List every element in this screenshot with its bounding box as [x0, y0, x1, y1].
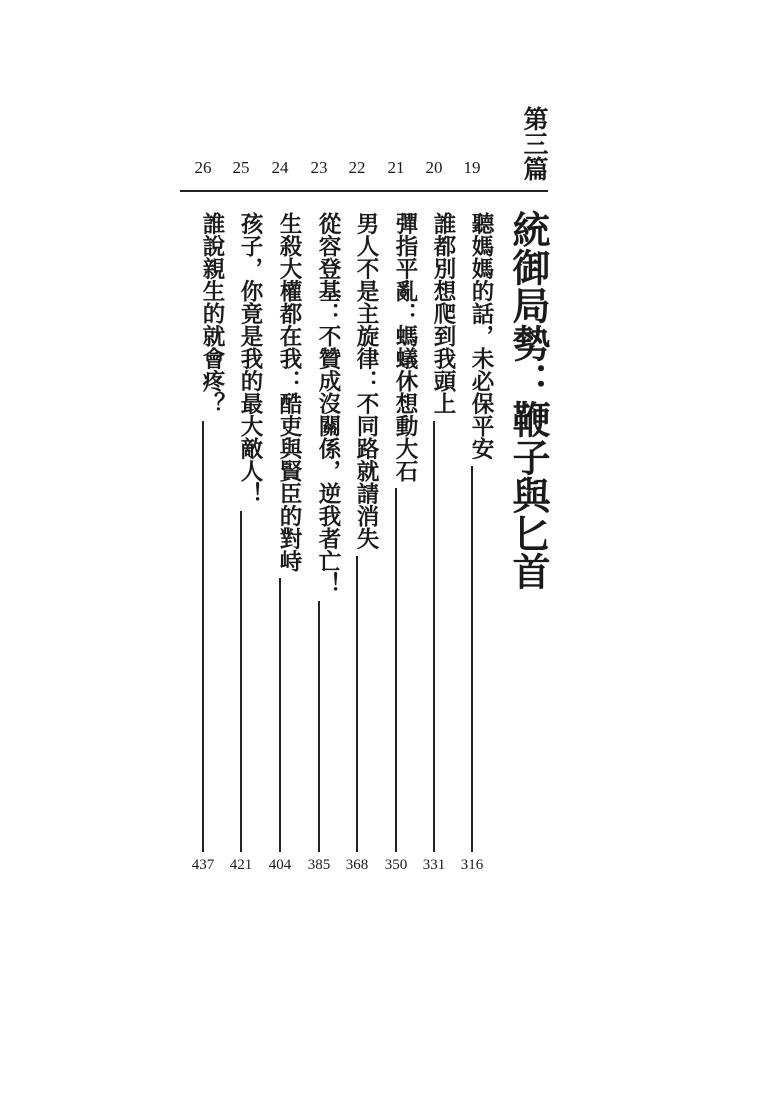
chapter-leader-line — [471, 466, 473, 852]
chapter-page-number[interactable]: 404 — [268, 857, 292, 873]
chapter-number: 24 — [271, 158, 289, 177]
chapter-title[interactable]: 生殺大權都在我：酷吏與賢臣的對峙 — [276, 212, 302, 572]
chapter-number: 19 — [463, 158, 481, 177]
chapter-page-number[interactable]: 350 — [384, 857, 408, 873]
part-label: 第三篇 — [520, 106, 549, 181]
part-title: 統御局勢：鞭子與匕首 — [506, 210, 551, 590]
chapter-number: 25 — [232, 158, 250, 177]
chapter-leader-line — [279, 578, 281, 852]
chapter-page-number[interactable]: 385 — [307, 857, 331, 873]
chapter-title[interactable]: 孩子，你竟是我的最大敵人！ — [237, 212, 263, 505]
chapter-leader-line — [395, 488, 397, 852]
chapter-page-number[interactable]: 316 — [460, 857, 484, 873]
chapter-title[interactable]: 誰都別想爬到我頭上 — [430, 212, 456, 415]
chapter-leader-line — [202, 421, 204, 852]
chapter-number: 20 — [425, 158, 443, 177]
chapter-title[interactable]: 聽媽媽的話，未必保平安 — [468, 212, 494, 460]
chapter-title[interactable]: 男人不是主旋律：不同路就請消失 — [353, 212, 379, 550]
chapter-page-number[interactable]: 421 — [229, 857, 253, 873]
part-divider — [180, 190, 548, 192]
chapter-leader-line — [356, 556, 358, 852]
chapter-page-number[interactable]: 368 — [345, 857, 369, 873]
chapter-leader-line — [318, 601, 320, 852]
chapter-page-number[interactable]: 331 — [422, 857, 446, 873]
chapter-title[interactable]: 彈指平亂：螞蟻休想動大石 — [392, 212, 418, 482]
chapter-title[interactable]: 從容登基：不贊成沒關係，逆我者亡！ — [315, 212, 341, 595]
chapter-leader-line — [240, 511, 242, 852]
chapter-page-number[interactable]: 437 — [191, 857, 215, 873]
chapter-number: 23 — [310, 158, 328, 177]
chapter-leader-line — [433, 421, 435, 852]
chapter-title[interactable]: 誰說親生的就會疼？ — [199, 212, 225, 415]
chapter-number: 26 — [194, 158, 212, 177]
chapter-number: 22 — [348, 158, 366, 177]
chapter-number: 21 — [387, 158, 405, 177]
